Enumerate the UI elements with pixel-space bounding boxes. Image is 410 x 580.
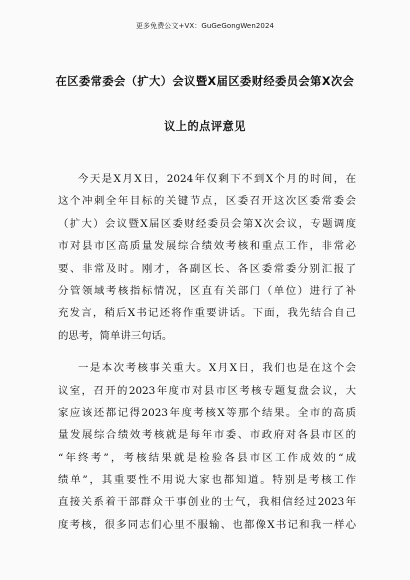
- paragraph-1-line: 充发言，稍后X书记还将作重要讲话。下面，我先结合自己: [58, 307, 356, 320]
- paragraph-2-line: 一是本次考核事关重大。X月X日，我们也是在这个会: [78, 362, 356, 375]
- paragraph-1-line: 今天是X月X日，2024年仅剩下不到X个月的时间，在: [78, 173, 356, 185]
- paragraph-2-line: 度考核，很多同志们心里不服输、也都像X书记和我一样心: [58, 518, 356, 531]
- header-note: 更多免费公文+VX：GuGeGongWen2024: [135, 22, 275, 30]
- paragraph-1-line: 要、非常及时。刚才，各副区长、各区委常委分别汇报了: [58, 262, 356, 275]
- paragraph-2-line: 绩单”，其重要性不用说大家也都知道。特别是考核工作: [58, 474, 356, 487]
- document-title-line-2: 议上的点评意见: [164, 120, 246, 133]
- document-title-line-1: 在区委常委会（扩大）会议暨X届区委财经委员会第X次会: [55, 75, 355, 88]
- paragraph-1-line: 的思考，简单讲三句话。: [58, 329, 173, 342]
- paragraph-1-line: （扩大）会议暨X届区委财经委员会第X次会议，专题调度: [58, 217, 356, 230]
- paragraph-gap: [58, 347, 356, 357]
- paragraph-1-line: 市对县市区高质量发展综合绩效考核和重点工作，非常必: [58, 240, 356, 253]
- paragraph-1-line: 这个冲刺全年目标的关键节点，区委召开这次区委常委会: [58, 195, 356, 208]
- paragraph-1-line: 分管领域考核指标情况，区直有关部门（单位）进行了补: [58, 284, 356, 297]
- paragraph-2-line: 量发展综合绩效考核就是每年市委、市政府对各县市区的: [58, 429, 356, 442]
- paragraph-2-line: “年终考”，考核结果就是检验各县市区工作成效的“成: [58, 451, 356, 464]
- paragraph-2-line: 直接关系着干部群众干事创业的士气，我相信经过2023年: [58, 496, 356, 509]
- document-body: [58, 168, 356, 536]
- paragraph-2-line: 家应该还都记得2023年度考核X等那个结果。全市的高质: [58, 406, 356, 419]
- paragraph-2-line: 议室，召开的2023年度市对县市区考核专题复盘会议，大: [58, 384, 356, 397]
